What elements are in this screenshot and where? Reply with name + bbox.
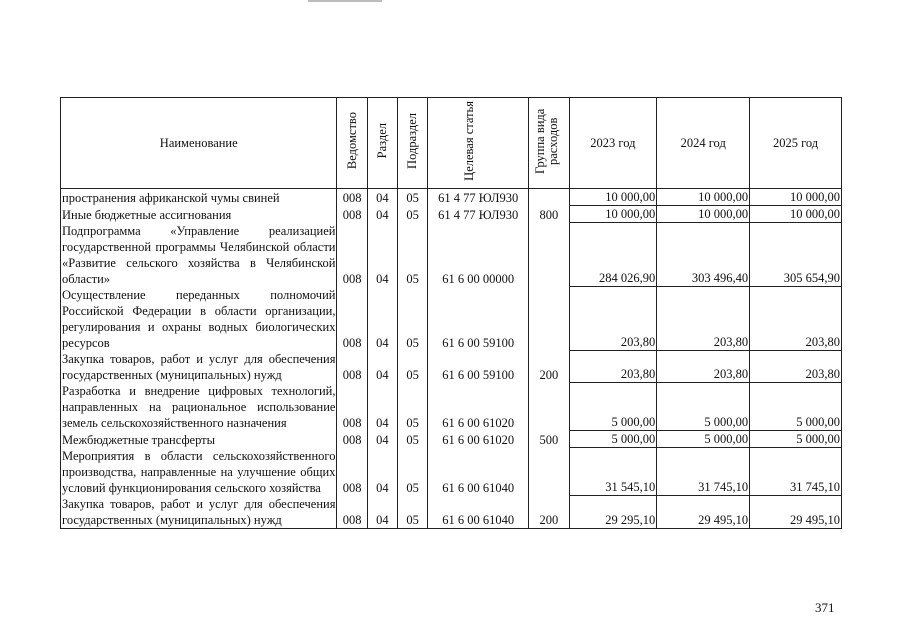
cell-vedomstvo: 008 (337, 206, 367, 223)
cell-2025: 203,80 (750, 351, 842, 383)
cell-2025: 305 654,90 (750, 223, 842, 287)
header-podrazdel: Подраздел (398, 98, 428, 189)
table-row (61, 223, 842, 287)
cell-razdel: 04 (367, 206, 397, 223)
cell-2025: 31 745,10 (750, 448, 842, 496)
table-row (61, 496, 842, 529)
header-name: Наименование (61, 98, 337, 189)
cell-tselevaya: 61 4 77 ЮЛ930 (428, 189, 529, 206)
cell-2023: 5 000,00 (569, 383, 657, 431)
cell-vedomstvo: 008 (337, 351, 367, 383)
cell-tselevaya: 61 6 00 59100 (428, 351, 529, 383)
cell-podrazdel: 05 (398, 431, 428, 448)
cell-podrazdel: 05 (398, 206, 428, 223)
cell-2024: 203,80 (657, 287, 750, 351)
cell-name: Межбюджетные трансферты (61, 431, 337, 448)
cell-razdel: 04 (367, 223, 397, 287)
cell-2024: 303 496,40 (657, 223, 750, 287)
cell-name: Закупка товаров, работ и услуг для обеспечения государственных (муниципальных) нужд (62, 351, 336, 382)
cell-podrazdel: 05 (398, 496, 428, 529)
table-row (61, 189, 842, 206)
cell-2025: 203,80 (750, 287, 842, 351)
cell-podrazdel: 05 (398, 223, 428, 287)
cell-podrazdel: 05 (398, 287, 428, 351)
cell-2023: 284 026,90 (569, 223, 657, 287)
cell-razdel: 04 (367, 448, 397, 496)
cell-name: пространения африканской чумы свиней (61, 189, 337, 206)
cell-vedomstvo: 008 (337, 383, 367, 431)
table-row (61, 206, 842, 223)
cell-2023: 31 545,10 (569, 448, 657, 496)
cell-vedomstvo: 008 (337, 287, 367, 351)
header-2024: 2024 год (657, 98, 750, 189)
cell-gruppa: 200 (529, 351, 569, 383)
cell-2024: 203,80 (657, 351, 750, 383)
cell-razdel: 04 (367, 496, 397, 529)
budget-table (60, 97, 842, 529)
page-number: 371 (815, 600, 835, 615)
cell-tselevaya: 61 6 00 00000 (428, 223, 529, 287)
cell-2024: 10 000,00 (657, 206, 750, 223)
cell-gruppa (529, 448, 569, 496)
cell-name: Иные бюджетные ассигнования (61, 206, 337, 223)
table-row (61, 351, 842, 383)
cell-tselevaya: 61 6 00 61020 (428, 431, 529, 448)
cell-tselevaya: 61 6 00 61040 (428, 448, 529, 496)
cell-2023: 203,80 (569, 287, 657, 351)
cell-name: Закупка товаров, работ и услуг для обеспечения государственных (муниципальных) нужд (62, 496, 336, 527)
cell-2025: 10 000,00 (750, 206, 842, 223)
cell-name: Мероприятия в области сельскохозяйственного производства, направленные на улучшение общих условий функционирования сельского хозяйства (62, 448, 336, 495)
cell-razdel: 04 (367, 383, 397, 431)
cell-gruppa (529, 383, 569, 431)
cell-2024: 29 495,10 (657, 496, 750, 529)
cell-vedomstvo: 008 (337, 496, 367, 529)
cell-razdel: 04 (367, 431, 397, 448)
cell-gruppa: 800 (529, 206, 569, 223)
header-2023: 2023 год (569, 98, 657, 189)
cell-2025: 5 000,00 (750, 431, 842, 448)
cell-podrazdel: 05 (398, 448, 428, 496)
cell-2023: 10 000,00 (569, 189, 657, 206)
header-razdel: Раздел (367, 98, 397, 189)
header-vedomstvo: Ведомство (337, 98, 367, 189)
cell-2023: 29 295,10 (569, 496, 657, 529)
cell-vedomstvo: 008 (337, 448, 367, 496)
cell-tselevaya: 61 6 00 61020 (428, 383, 529, 431)
cell-razdel: 04 (367, 189, 397, 206)
cell-gruppa (529, 287, 569, 351)
cell-2024: 5 000,00 (657, 383, 750, 431)
cell-name: Подпрограмма «Управление реализацией государственной программы Челябинской области «Развитие сельского хозяйства в Челябинской области» (62, 223, 336, 286)
cell-gruppa: 200 (529, 496, 569, 529)
cell-2024: 5 000,00 (657, 431, 750, 448)
cell-2023: 203,80 (569, 351, 657, 383)
header-2025: 2025 год (750, 98, 842, 189)
cell-tselevaya: 61 6 00 59100 (428, 287, 529, 351)
cell-2023: 5 000,00 (569, 431, 657, 448)
header-gruppa: Группа вида расходов (529, 98, 569, 189)
cell-razdel: 04 (367, 351, 397, 383)
table-row (61, 431, 842, 448)
cell-name: Осуществление переданных полномочий Российской Федерации в области организации, регулирования и охраны водных биологических ресурсов (62, 287, 336, 350)
cell-tselevaya: 61 6 00 61040 (428, 496, 529, 529)
table-header-row (61, 98, 842, 189)
cell-name: Разработка и внедрение цифровых технологий, направленных на рациональное использование земель сельскохозяйственного назначения (62, 383, 336, 430)
cell-vedomstvo: 008 (337, 431, 367, 448)
cell-gruppa (529, 189, 569, 206)
cell-vedomstvo: 008 (337, 223, 367, 287)
cell-podrazdel: 05 (398, 383, 428, 431)
cell-gruppa (529, 223, 569, 287)
top-rule (308, 0, 382, 2)
header-tselevaya: Целевая статья (428, 98, 529, 189)
cell-2024: 31 745,10 (657, 448, 750, 496)
table-row (61, 448, 842, 496)
cell-razdel: 04 (367, 287, 397, 351)
cell-2023: 10 000,00 (569, 206, 657, 223)
cell-podrazdel: 05 (398, 351, 428, 383)
cell-gruppa: 500 (529, 431, 569, 448)
cell-2025: 5 000,00 (750, 383, 842, 431)
cell-tselevaya: 61 4 77 ЮЛ930 (428, 206, 529, 223)
cell-2025: 29 495,10 (750, 496, 842, 529)
table-row (61, 287, 842, 351)
cell-vedomstvo: 008 (337, 189, 367, 206)
cell-2025: 10 000,00 (750, 189, 842, 206)
table-row (61, 383, 842, 431)
cell-podrazdel: 05 (398, 189, 428, 206)
cell-2024: 10 000,00 (657, 189, 750, 206)
